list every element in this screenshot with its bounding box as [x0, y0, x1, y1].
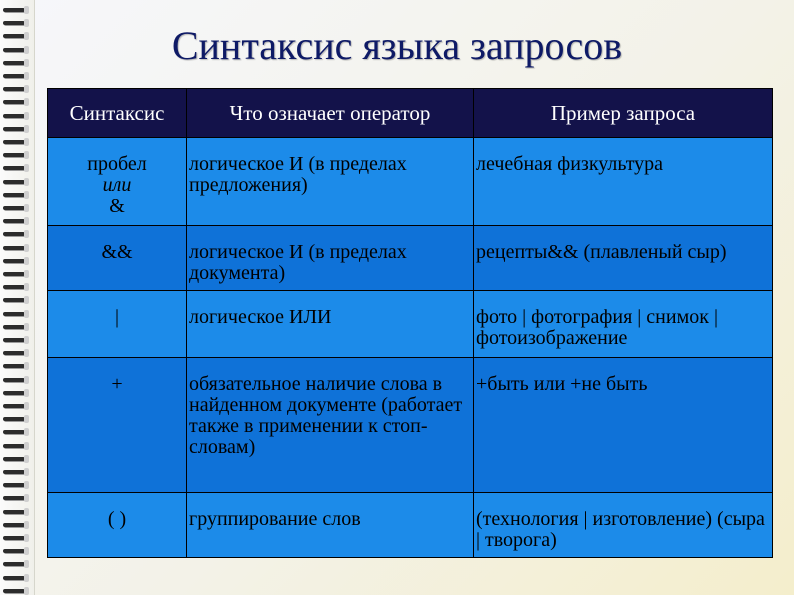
example-cell: рецепты&& (плавленый сыр) — [474, 226, 773, 291]
table-row — [48, 226, 773, 291]
meaning-cell: логическое И (в пределах документа) — [187, 226, 474, 291]
binding-ring — [3, 166, 25, 170]
meaning-cell: обязательное наличие слова в найденном документе (работает также в применении к стоп-словам) — [187, 358, 474, 493]
binding-ring — [3, 298, 25, 302]
syntax-cell: + — [48, 358, 187, 493]
meaning-cell: логическое ИЛИ — [187, 291, 474, 358]
binding-ring — [3, 180, 25, 184]
example-cell: лечебная физкультура — [474, 138, 773, 226]
binding-ring — [3, 100, 25, 104]
slide-title: Синтаксис языка запросов — [171, 23, 623, 68]
notebook-binding — [0, 0, 35, 595]
header-example: Пример запроса — [474, 89, 773, 138]
binding-ring — [3, 496, 25, 500]
syntax-cell: | — [48, 291, 187, 358]
binding-ring — [3, 259, 25, 263]
binding-ring — [3, 536, 25, 540]
binding-ring — [3, 589, 25, 593]
query-syntax-table — [47, 88, 773, 558]
binding-ring — [3, 444, 25, 448]
syntax-cell: && — [48, 226, 187, 291]
binding-ring — [3, 562, 25, 566]
binding-ring — [3, 206, 25, 210]
binding-ring — [3, 285, 25, 289]
binding-ring — [3, 193, 25, 197]
binding-ring — [3, 140, 25, 144]
syntax-text: пробел — [87, 153, 147, 175]
binding-ring — [3, 470, 25, 474]
syntax-cell: ( ) — [48, 493, 187, 558]
binding-ring — [3, 417, 25, 421]
binding-ring — [3, 510, 25, 514]
header-syntax: Синтаксис — [48, 89, 187, 138]
binding-ring — [3, 391, 25, 395]
syntax-cell — [48, 138, 187, 226]
binding-ring — [3, 153, 25, 157]
binding-ring — [3, 127, 25, 131]
binding-ring — [3, 483, 25, 487]
binding-ring — [3, 576, 25, 580]
binding-ring — [3, 364, 25, 368]
binding-ring — [3, 338, 25, 342]
binding-ring — [3, 114, 25, 118]
example-cell: +быть или +не быть — [474, 358, 773, 493]
binding-ring — [3, 404, 25, 408]
binding-ring — [3, 351, 25, 355]
binding-ring — [3, 232, 25, 236]
table-row — [48, 138, 773, 226]
binding-ring — [3, 74, 25, 78]
binding-ring — [3, 246, 25, 250]
binding-ring — [3, 549, 25, 553]
binding-ring — [3, 87, 25, 91]
table-row — [48, 493, 773, 558]
binding-ring — [3, 272, 25, 276]
binding-ring — [3, 325, 25, 329]
example-cell: (технология | изготовление) (сыра | творога) — [474, 493, 773, 558]
table-row — [48, 291, 773, 358]
binding-ring — [3, 8, 25, 12]
binding-ring — [3, 523, 25, 527]
header-meaning: Что означает оператор — [187, 89, 474, 138]
meaning-cell: логическое И (в пределах предложения) — [187, 138, 474, 226]
binding-ring — [3, 430, 25, 434]
example-cell: фото | фотография | снимок | фотоизображение — [474, 291, 773, 358]
syntax-text: & — [109, 195, 125, 217]
binding-ring — [3, 457, 25, 461]
syntax-text: или — [102, 174, 132, 196]
table-row — [48, 358, 773, 493]
binding-ring — [3, 219, 25, 223]
binding-ring — [3, 378, 25, 382]
binding-ring — [3, 312, 25, 316]
meaning-cell: группирование слов — [187, 493, 474, 558]
table-header-row — [48, 89, 773, 138]
